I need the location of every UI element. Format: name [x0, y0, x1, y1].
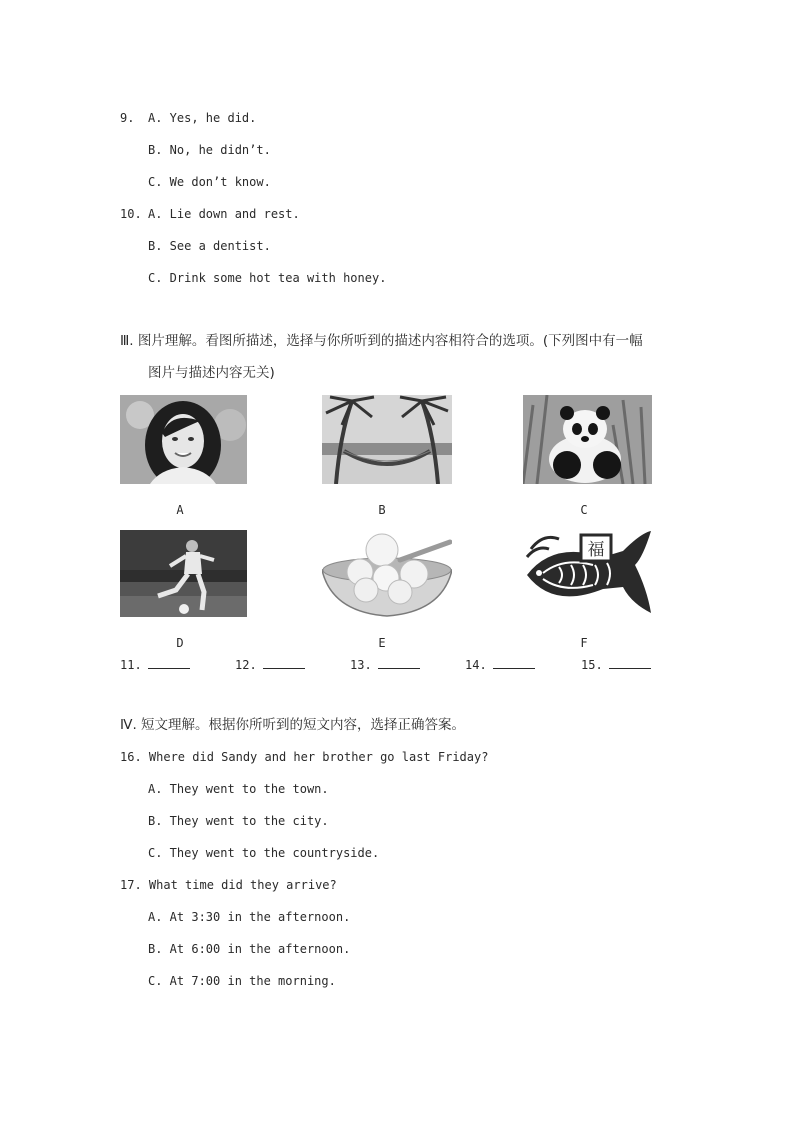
question-17: 17. What time did they arrive? — [120, 878, 337, 892]
fish-paper-cut-photo — [523, 527, 653, 617]
section-4-heading: Ⅳ. 短文理解。根据你所听到的短文内容，选择正确答案。 — [120, 717, 466, 733]
question-9-option-c: C. We don’t know. — [148, 175, 271, 189]
answer-blank-11[interactable] — [120, 656, 190, 673]
picture-label-b: B — [378, 503, 386, 517]
question-16: 16. Where did Sandy and her brother go last Friday? — [120, 750, 489, 764]
answer-blank-line — [609, 656, 651, 669]
question-17-option-a: A. At 3:30 in the afternoon. — [148, 910, 351, 924]
question-10-option-c: C. Drink some hot tea with honey. — [148, 271, 387, 285]
question-17-option-b: B. At 6:00 in the afternoon. — [148, 942, 351, 956]
answer-blank-line — [263, 656, 305, 669]
question-10-number: 10. — [120, 207, 142, 221]
answer-blank-12[interactable] — [235, 656, 305, 673]
picture-label-d: D — [176, 636, 184, 650]
answer-blank-number: 11. — [120, 658, 142, 672]
answer-blank-number: 15. — [581, 658, 603, 672]
beach-hammock-photo — [322, 395, 452, 484]
answer-blank-15[interactable] — [581, 656, 651, 673]
answer-blank-line — [378, 656, 420, 669]
woman-portrait-photo — [120, 395, 247, 484]
answer-blank-number: 12. — [235, 658, 257, 672]
section-3-heading-continued: 图片与描述内容无关) — [148, 365, 275, 381]
panda-photo — [523, 395, 652, 484]
soccer-player-photo — [120, 530, 247, 617]
question-16-option-a: A. They went to the town. — [148, 782, 329, 796]
answer-blank-number: 14. — [465, 658, 487, 672]
picture-label-e: E — [378, 636, 386, 650]
picture-label-a: A — [176, 503, 184, 517]
section-3-heading: Ⅲ. 图片理解。看图所描述，选择与你所听到的描述内容相符合的选项。(下列图中有一幅 — [120, 333, 643, 349]
question-9-option-b: B. No, he didn’t. — [148, 143, 271, 157]
question-10-option-a: A. Lie down and rest. — [148, 207, 300, 221]
tangyuan-bowl-photo — [322, 530, 452, 617]
picture-label-f: F — [580, 636, 588, 650]
question-9-number: 9. — [120, 111, 135, 125]
answer-blank-line — [148, 656, 190, 669]
question-16-option-c: C. They went to the countryside. — [148, 846, 380, 860]
question-16-option-b: B. They went to the city. — [148, 814, 329, 828]
fu-character-text: 福 — [587, 540, 605, 560]
question-9-option-a: A. Yes, he did. — [148, 111, 257, 125]
picture-label-c: C — [580, 503, 588, 517]
question-17-option-c: C. At 7:00 in the morning. — [148, 974, 336, 988]
question-10-option-b: B. See a dentist. — [148, 239, 271, 253]
answer-blank-13[interactable] — [350, 656, 420, 673]
answer-blank-number: 13. — [350, 658, 372, 672]
answer-blank-14[interactable] — [465, 656, 535, 673]
answer-blank-line — [493, 656, 535, 669]
